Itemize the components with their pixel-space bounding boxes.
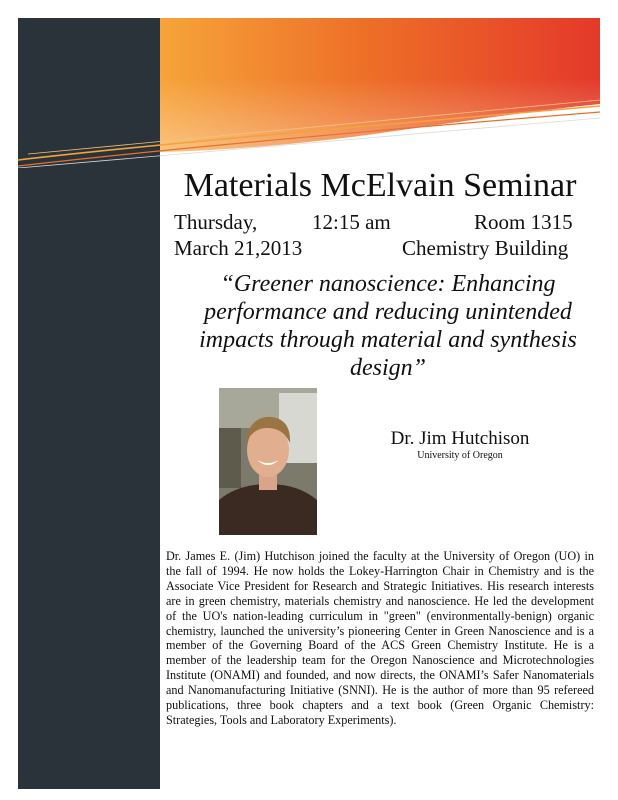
header-banner [18, 18, 600, 168]
talk-title: “Greener nanoscience: Enhancing performance and reducing unintended impacts through material and synthesis design” [199, 271, 577, 381]
speaker-affiliation: University of Oregon [417, 450, 503, 461]
speaker-bio: Dr. James E. (Jim) Hutchison joined the faculty at the University of Oregon (UO) in the fall of 1994. He now holds the Lokey-Harrington Chair in Chemistry and is the Associate Vice President for Research and Strategic Initiatives. His research interests are in green chemistry, materials chemistry and nanoscience. He led the development of the UO's nation-leading curriculum in "green" (environmentally-benign) organic chemistry, launched the university’s pioneering Center in Green Nanoscience and is a member of the Governing Board of the ACS Green Chemistry Institute. He is a member of the leadership team for the Oregon Nanoscience and Microtechnologies Institute (ONAMI) and founded, and now directs, the ONAMI’s Safer Nanomaterials and Nanomanufacturing Initiative (SNNI). He is the author of more than 95 refereed publications, three book chapters and a text book (Green Organic Chemistry: Strategies, Tools and Laboratory Experiments). [166, 549, 594, 727]
speaker-photo [219, 388, 317, 535]
speaker-name: Dr. Jim Hutchison [390, 428, 530, 449]
seminar-title: Materials McElvain Seminar [183, 167, 577, 204]
seminar-day: Thursday, [174, 210, 258, 234]
seminar-room: Room 1315 [474, 210, 573, 234]
seminar-building: Chemistry Building [402, 236, 569, 260]
seminar-date: March 21,2013 [174, 236, 303, 260]
seminar-time: 12:15 am [312, 210, 391, 234]
